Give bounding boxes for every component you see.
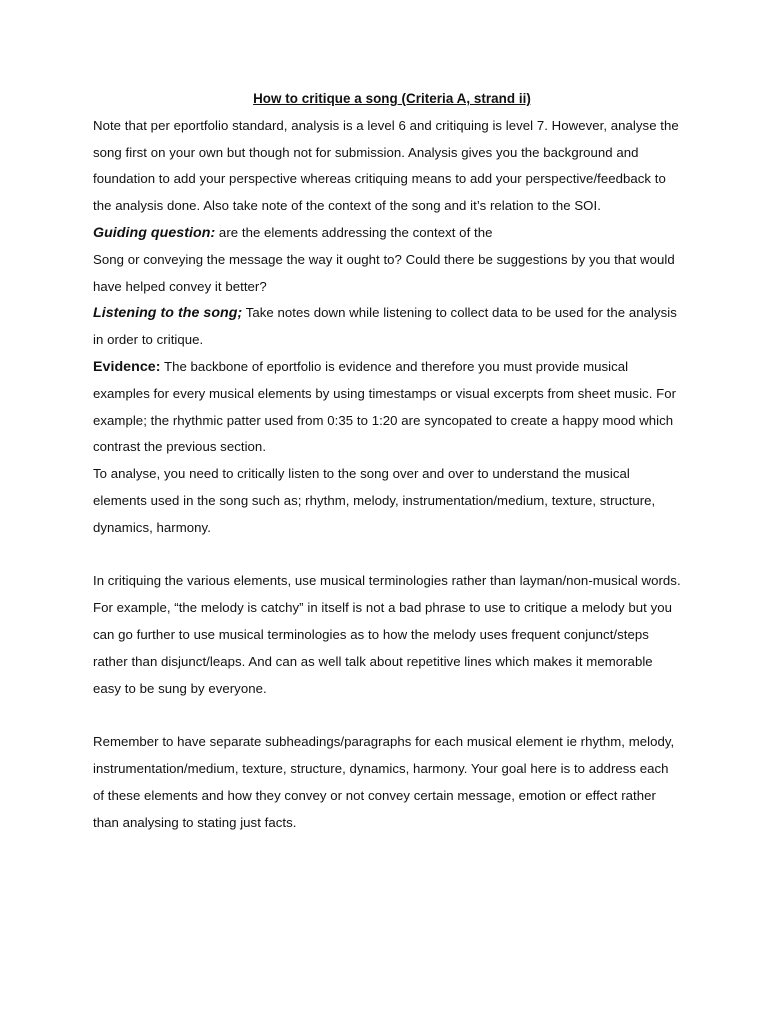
- paragraph-spacer: [93, 702, 683, 729]
- intro-paragraph: Note that per eportfolio standard, analysis is a level 6 and critiquing is level 7. However, analyse the song first on your own but though not for submission. Analysis gives you the background and foundation to add your perspective whereas critiquing means to add your perspective/feedback to the analysis done. Also take note of the context of the song and it’s relation to the SOI.: [93, 117, 679, 214]
- document-body: [93, 86, 683, 836]
- evidence-text: The backbone of eportfolio is evidence and therefore you must provide musical examples for every musical elements by using timestamps or visual excerpts from sheet music. For example; the rhythmic patter used from 0:35 to 1:20 are syncopated to create a happy mood which contrast the previous section.: [93, 358, 677, 455]
- listening-text: Take notes down while listening to collect data to be used for the analysis in order to critique.: [93, 305, 677, 348]
- remember-paragraph: Remember to have separate subheadings/paragraphs for each musical element ie rhythm, melody, instrumentation/medium, texture, structure, dynamics, harmony. Your goal here is to address each of these elements and how they convey or not convey certain message, emotion or effect rather than analysing to stating just facts.: [93, 734, 675, 830]
- evidence-label: Evidence:: [93, 358, 161, 375]
- document-title: How to critique a song (Criteria A, strand ii): [253, 91, 531, 106]
- guiding-question-line2: Song or conveying the message the way it ought to? Could there be suggestions by you that would have helped convey it better?: [93, 251, 675, 294]
- guiding-question-line1: are the elements addressing the context of the: [215, 224, 493, 240]
- guiding-question-label: Guiding question:: [93, 224, 216, 241]
- guiding-question-paragraph: [93, 220, 683, 300]
- listening-paragraph: [93, 300, 683, 354]
- paragraph-spacer: [93, 542, 683, 569]
- evidence-paragraph: [93, 354, 683, 461]
- listening-label: Listening to the song;: [93, 305, 243, 322]
- critiquing-paragraph: In critiquing the various elements, use musical terminologies rather than layman/non-musical words. For example, “the melody is catchy” in itself is not a bad phrase to use to critique a melody but you can go further to use musical terminologies as to how the melody uses frequent conjunct/steps rather than disjunct/leaps. And can as well talk about repetitive lines which makes it memorable easy to be sung by everyone.: [93, 573, 681, 696]
- analyse-paragraph: To analyse, you need to critically listen to the song over and over to understand the musical elements used in the song such as; rhythm, melody, instrumentation/medium, texture, structure, dynamics, harmony.: [93, 466, 656, 535]
